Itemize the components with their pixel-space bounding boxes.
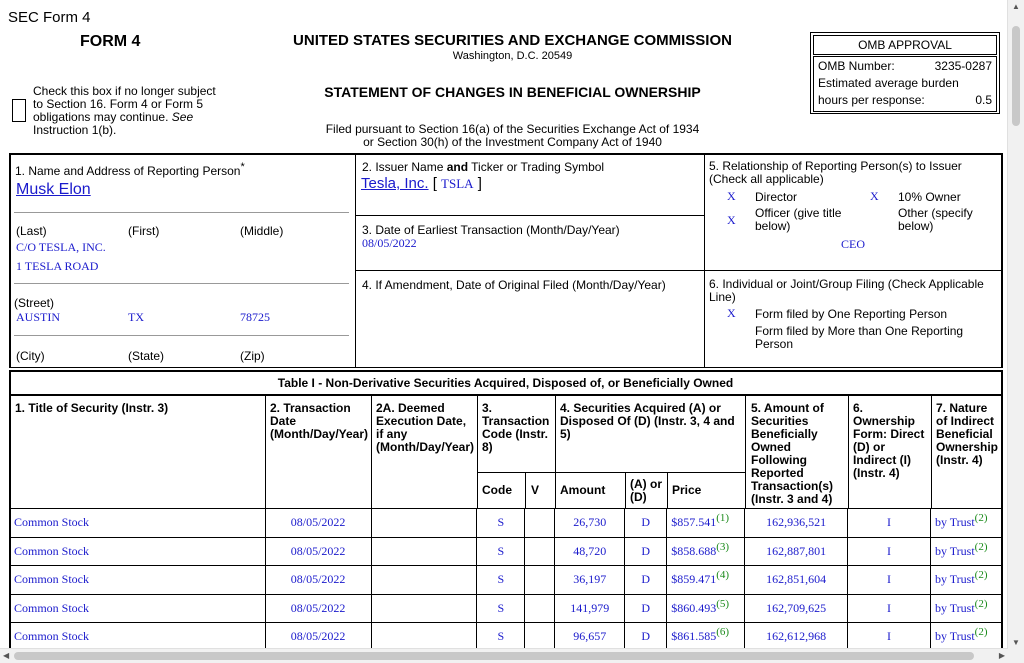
section16-checkbox[interactable] (12, 99, 26, 122)
cell-nature: by Trust(2) (930, 537, 1001, 566)
ticker-symbol: TSLA (441, 176, 474, 191)
footnote-ref[interactable]: (2) (974, 512, 988, 525)
cell-a-or-d: D (625, 509, 667, 538)
cell-deemed-date (371, 509, 477, 538)
cell-a-or-d: D (625, 566, 667, 595)
cell-ownership-form: I (848, 509, 931, 538)
middle-label: (Middle) (240, 224, 284, 238)
cell-a-or-d: D (625, 623, 667, 652)
agency-location: Washington, D.C. 20549 (452, 50, 573, 62)
box6-label: 6. Individual or Joint/Group Filing (Check Applicable Line) (709, 277, 984, 304)
cell-owned: 162,851,604 (745, 566, 848, 595)
box3-label: 3. Date of Earliest Transaction (Month/Day/Year) (362, 223, 620, 237)
sub-amount: Amount (560, 483, 606, 497)
cell-title: Common Stock (10, 623, 266, 652)
omb-details: OMB Number: 3235-0287 Estimated average burden hours per response: 0.5 (813, 56, 997, 112)
footnote-ref[interactable]: (4) (716, 569, 730, 582)
horizontal-scroll-thumb[interactable] (14, 652, 974, 660)
box4-label: 4. If Amendment, Date of Original Filed (Month/Day/Year) (362, 278, 666, 292)
director-mark: X (727, 189, 736, 203)
issuer-row: Tesla, Inc. [ TSLA ] (361, 175, 482, 192)
cell-title: Common Stock (10, 509, 266, 538)
cell-ownership-form: I (848, 623, 931, 652)
sub-code: Code (482, 483, 512, 497)
cell-deemed-date (371, 566, 477, 595)
table-row (10, 537, 1002, 566)
cell-owned: 162,612,968 (745, 623, 848, 652)
cell-nature: by Trust(2) (930, 594, 1001, 623)
cell-nature: by Trust(2) (930, 566, 1001, 595)
col-nature-indirect: 7. Nature of Indirect Beneficial Ownership (Instr. 4) (936, 401, 999, 467)
cell-owned: 162,709,625 (745, 594, 848, 623)
cell-ownership-form: I (848, 594, 931, 623)
cell-a-or-d: D (625, 537, 667, 566)
cell-price: $861.585(6) (667, 623, 745, 652)
footnote-ref[interactable]: (2) (974, 626, 988, 639)
other-label: Other (specify below) (898, 206, 973, 233)
state-label: (State) (128, 349, 165, 363)
cell-amount: 26,730 (555, 509, 625, 538)
cell-ownership-form: I (848, 566, 931, 595)
cell-date: 08/05/2022 (265, 537, 371, 566)
one-person-label: Form filed by One Reporting Person (755, 307, 948, 321)
footnote-ref[interactable]: (2) (974, 569, 988, 582)
ten-percent-owner-label: 10% Owner (898, 190, 961, 204)
sub-price: Price (672, 483, 702, 497)
cell-owned: 162,936,521 (745, 509, 848, 538)
officer-mark: X (727, 213, 736, 227)
cell-amount: 36,197 (555, 566, 625, 595)
cell-date: 08/05/2022 (265, 623, 371, 652)
table-row (10, 509, 1002, 538)
cell-nature: by Trust(2) (930, 623, 1001, 652)
box1-label: 1. Name and Address of Reporting Person* (15, 161, 245, 178)
cell-title: Common Stock (10, 566, 266, 595)
sub-v: V (531, 483, 540, 497)
cell-v (525, 566, 555, 595)
cell-code: S (477, 623, 525, 652)
box2-label: 2. Issuer Name and Ticker or Trading Symbol (362, 160, 605, 174)
city-label: (City) (16, 349, 45, 363)
agency-title: UNITED STATES SECURITIES AND EXCHANGE COMMISSION (293, 32, 732, 49)
officer-label: Officer (give title below) (755, 206, 842, 233)
statement-title: STATEMENT OF CHANGES IN BENEFICIAL OWNERSHIP (324, 84, 701, 100)
address-line2: 1 TESLA ROAD (16, 259, 99, 273)
issuer-name-link[interactable]: Tesla, Inc. (361, 175, 429, 192)
cell-deemed-date (371, 537, 477, 566)
cell-code: S (477, 537, 525, 566)
cell-code: S (477, 594, 525, 623)
state-value: TX (128, 310, 144, 324)
cell-owned: 162,887,801 (745, 537, 848, 566)
footnote-ref[interactable]: (5) (716, 597, 730, 610)
form-title: FORM 4 (80, 33, 141, 50)
cell-ownership-form: I (848, 537, 931, 566)
omb-title: OMB APPROVAL (813, 35, 997, 55)
cell-a-or-d: D (625, 594, 667, 623)
reporting-person-name-link[interactable]: Musk Elon (16, 181, 91, 198)
address-line1: C/O TESLA, INC. (16, 240, 106, 254)
officer-title: CEO (841, 237, 865, 251)
col-securities-acquired: 4. Securities Acquired (A) or Disposed Of (D) (Instr. 3, 4 and 5) (560, 401, 735, 441)
zip-value: 78725 (240, 310, 270, 324)
footnote-ref[interactable]: (3) (716, 540, 730, 553)
table-row (10, 566, 1002, 595)
col-transaction-date: 2. Transaction Date (Month/Day/Year) (270, 401, 369, 441)
cell-v (525, 537, 555, 566)
vertical-scrollbar[interactable]: ▲ ▼ (1007, 0, 1024, 663)
cell-nature: by Trust(2) (930, 509, 1001, 538)
col-ownership-form: 6. Ownership Form: Direct (D) or Indirect (I) (Instr. 4) (853, 401, 925, 480)
cell-title: Common Stock (10, 537, 266, 566)
col-deemed-execution: 2A. Deemed Execution Date, if any (Month/Day/Year) (376, 401, 475, 454)
cell-amount: 141,979 (555, 594, 625, 623)
street-label: (Street) (14, 296, 55, 310)
box5-label: 5. Relationship of Reporting Person(s) to Issuer (Check all applicable) (709, 159, 962, 186)
cell-deemed-date (371, 594, 477, 623)
table-row (10, 594, 1002, 623)
cell-amount: 96,657 (555, 623, 625, 652)
cell-title: Common Stock (10, 594, 266, 623)
ten-percent-owner-mark: X (870, 189, 879, 203)
cell-price: $860.493(5) (667, 594, 745, 623)
director-label: Director (755, 190, 798, 204)
cell-date: 08/05/2022 (265, 509, 371, 538)
cell-price: $859.471(4) (667, 566, 745, 595)
col-transaction-code: 3. Transaction Code (Instr. 8) (482, 401, 550, 454)
transactions-table (9, 508, 1002, 652)
footnote-ref[interactable]: (1) (716, 512, 730, 525)
table-row (10, 623, 1002, 652)
col-amount-owned: 5. Amount of Securities Beneficially Owned Following Reported Transaction(s) (Instr. 3 and 4) (751, 401, 834, 506)
cell-price: $858.688(3) (667, 537, 745, 566)
footnote-ref[interactable]: (6) (716, 626, 730, 639)
earliest-transaction-date: 08/05/2022 (362, 236, 417, 250)
cell-v (525, 623, 555, 652)
cell-date: 08/05/2022 (265, 594, 371, 623)
omb-box (810, 32, 1000, 114)
more-persons-label: Form filed by More than One Reporting Person (755, 324, 964, 351)
filed-pursuant: Filed pursuant to Section 16(a) of the Securities Exchange Act of 1934 or Section 30(h) of the Investment Company Act of 1940 (325, 122, 700, 149)
section16-text: Check this box if no longer subject to Section 16. Form 4 or Form 5 obligations may continue. See Instruction 1(b). (33, 84, 216, 137)
cell-v (525, 509, 555, 538)
city-value: AUSTIN (16, 310, 60, 324)
cell-v (525, 594, 555, 623)
horizontal-scrollbar[interactable]: ◀ ▶ (0, 648, 1008, 663)
table1-title: Table I - Non-Derivative Securities Acquired, Disposed of, or Beneficially Owned (277, 376, 734, 390)
sub-a-or-d: (A) or (D) (630, 477, 662, 504)
cell-code: S (477, 566, 525, 595)
cell-deemed-date (371, 623, 477, 652)
one-person-mark: X (727, 306, 736, 320)
footnote-ref[interactable]: (2) (974, 540, 988, 553)
footnote-ref[interactable]: (2) (974, 597, 988, 610)
sec-form-label: SEC Form 4 (8, 9, 91, 26)
cell-date: 08/05/2022 (265, 566, 371, 595)
first-label: (First) (128, 224, 160, 238)
cell-code: S (477, 509, 525, 538)
cell-price: $857.541(1) (667, 509, 745, 538)
last-label: (Last) (16, 224, 47, 238)
col-title-security: 1. Title of Security (Instr. 3) (15, 401, 169, 415)
cell-amount: 48,720 (555, 537, 625, 566)
zip-label: (Zip) (240, 349, 265, 363)
vertical-scroll-thumb[interactable] (1012, 26, 1020, 126)
